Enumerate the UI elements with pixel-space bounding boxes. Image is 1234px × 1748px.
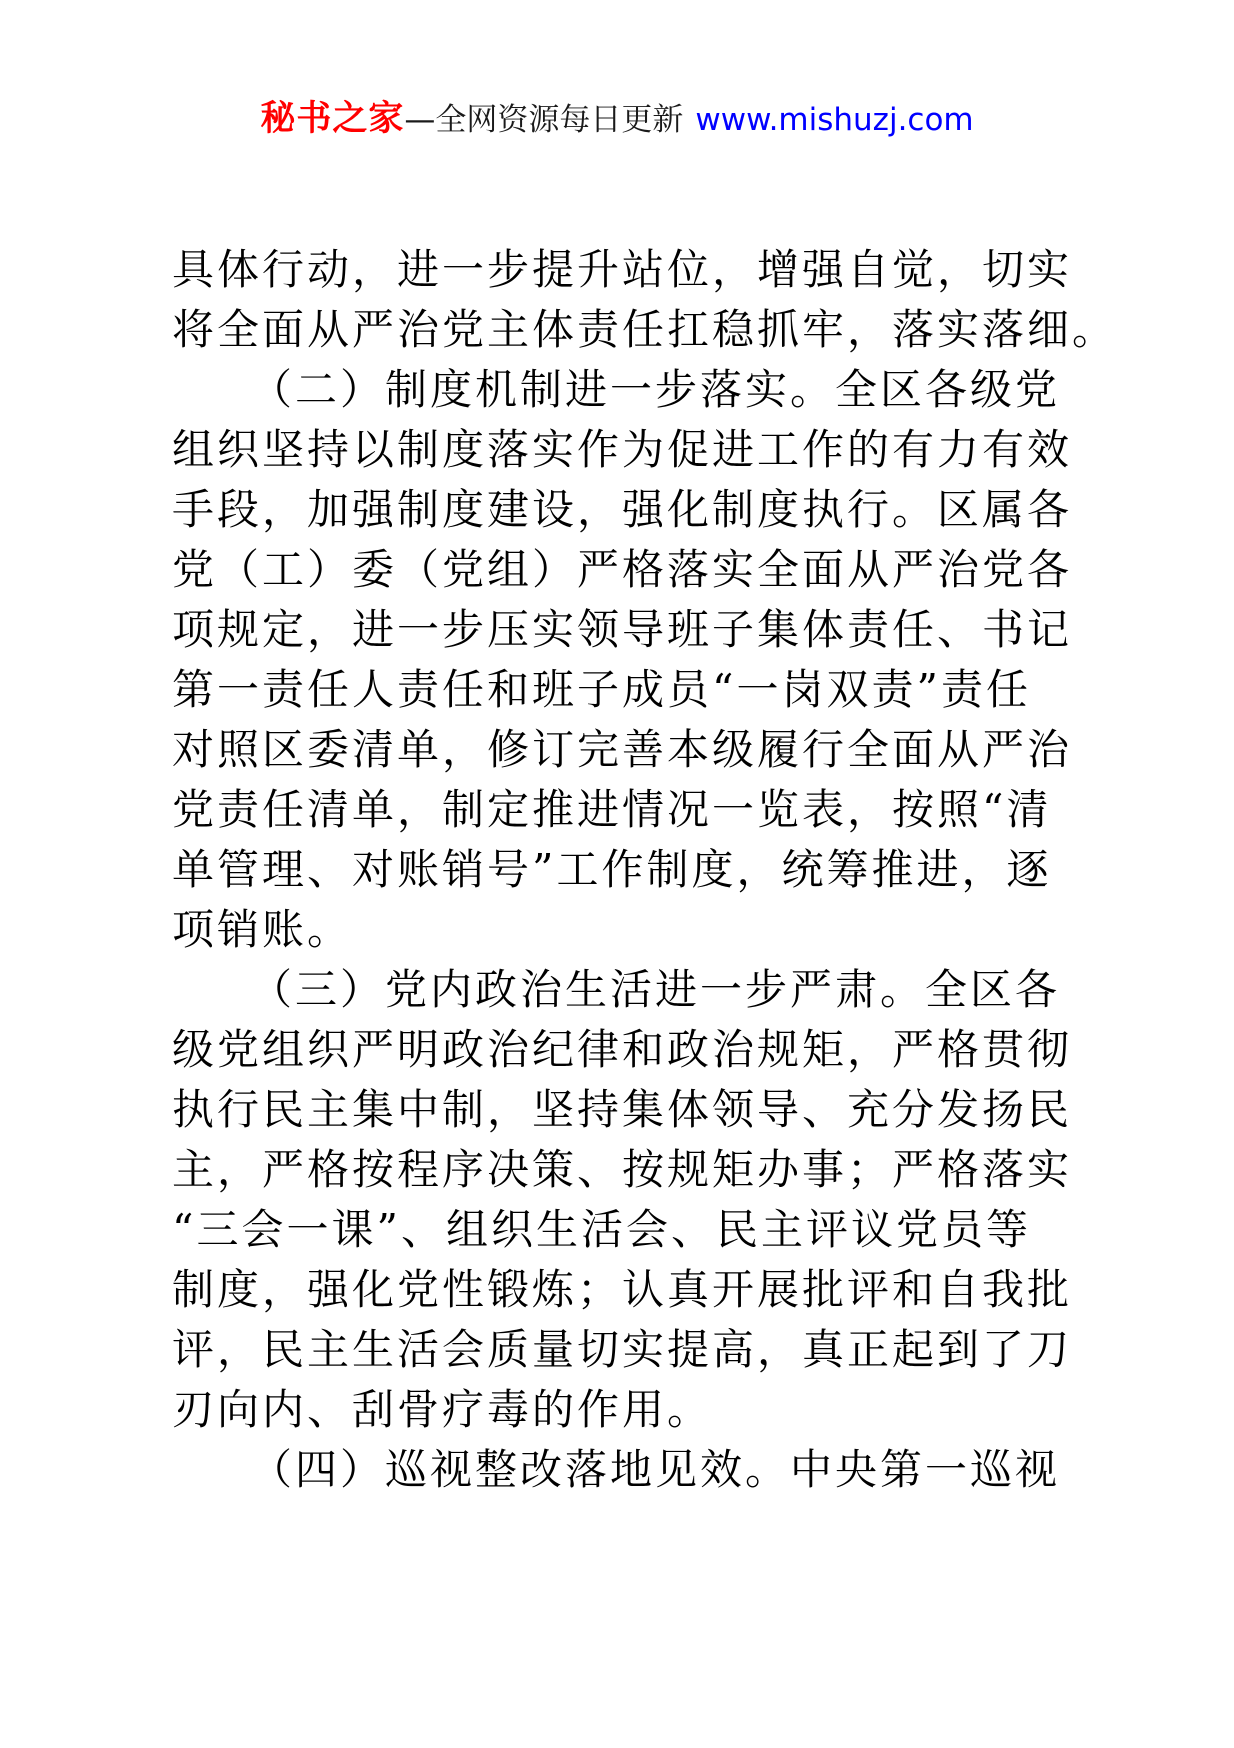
text-line: 级党组织严明政治纪律和政治规矩，严格贯彻 — [172, 1025, 1073, 1074]
site-name: 秘书之家 — [260, 99, 405, 139]
site-url-link[interactable]: www.mishuzj.com — [695, 102, 974, 138]
text-line: 评，民主生活会质量切实提高，真正起到了刀 — [172, 1325, 1073, 1374]
text-line: 手段，加强制度建设，强化制度执行。区属各 — [172, 485, 1073, 534]
header-banner — [0, 98, 1234, 141]
text-line: （二）制度机制进一步落实。全区各级党 — [250, 365, 1061, 414]
text-line: 对照区委清单，修订完善本级履行全面从严治 — [172, 725, 1073, 774]
text-line: 项规定，进一步压实领导班子集体责任、书记 — [172, 605, 1073, 654]
text-line: 具体行动，进一步提升站位，增强自觉，切实 — [172, 245, 1073, 294]
text-line: 第一责任人责任和班子成员“一岗双责”责任 — [172, 665, 1031, 714]
text-line: 制度，强化党性锻炼；认真开展批评和自我批 — [172, 1265, 1073, 1314]
text-line: （四）巡视整改落地见效。中央第一巡视 — [250, 1445, 1061, 1494]
text-line: （三）党内政治生活进一步严肃。全区各 — [250, 965, 1061, 1014]
text-line: 主，严格按程序决策、按规矩办事；严格落实 — [172, 1145, 1073, 1194]
document-body — [172, 240, 1118, 1500]
site-tagline: —全网资源每日更新 — [404, 102, 684, 138]
text-line: “三会一课”、组织生活会、民主评议党员等 — [172, 1205, 1031, 1254]
text-line: 党责任清单，制定推进情况一览表，按照“清 — [172, 785, 1052, 834]
text-line: 单管理、对账销号”工作制度，统筹推进，逐 — [172, 845, 1052, 894]
text-line: 执行民主集中制，坚持集体领导、充分发扬民 — [172, 1085, 1073, 1134]
text-line: 将全面从严治党主体责任扛稳抓牢，落实落细。 — [172, 305, 1118, 354]
text-line: 党（工）委（党组）严格落实全面从严治党各 — [172, 545, 1073, 594]
text-line: 组织坚持以制度落实作为促进工作的有力有效 — [172, 425, 1073, 474]
text-line: 项销账。 — [172, 905, 353, 954]
text-line: 刃向内、刮骨疗毒的作用。 — [172, 1385, 713, 1434]
